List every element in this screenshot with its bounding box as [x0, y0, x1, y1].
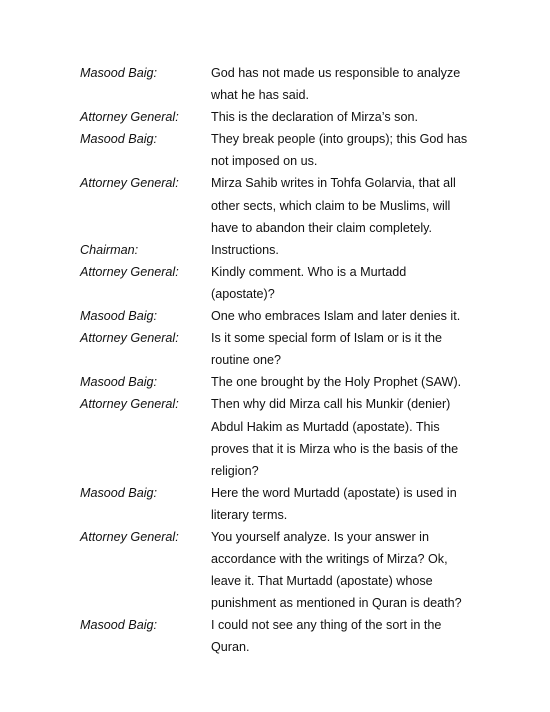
speech-text: [211, 327, 480, 371]
transcript-entry: [80, 371, 480, 393]
speech-line: leave it. That Murtadd (apostate) whose: [211, 574, 433, 589]
speech-line: One who embraces Islam and later denies it.: [211, 309, 461, 324]
speaker-name: Masood Baig:: [80, 375, 158, 390]
speech-line: (apostate)?: [211, 286, 275, 301]
speaker-name: Chairman:: [80, 242, 139, 257]
speech-text: [211, 106, 480, 128]
speech-line: other sects, which claim to be Muslims, will: [211, 198, 451, 213]
transcript-entry: [80, 239, 480, 261]
speaker-name: Masood Baig:: [80, 618, 158, 633]
speech-line: accordance with the writings of Mirza? Ok,: [211, 552, 448, 567]
transcript-entry: [80, 526, 480, 614]
speech-line: They break people (into groups); this God has: [211, 132, 468, 147]
speech-text: [211, 172, 480, 238]
transcript-entry: [80, 62, 480, 106]
speech-line: have to abandon their claim completely.: [211, 220, 432, 235]
transcript-entry: [80, 106, 480, 128]
speech-text: [211, 371, 480, 393]
speech-line: what he has said.: [211, 88, 310, 103]
speaker-name: Masood Baig:: [80, 132, 158, 147]
speech-line: Is it some special form of Islam or is it the: [211, 331, 442, 346]
transcript: [80, 62, 480, 659]
speech-line: You yourself analyze. Is your answer in: [211, 529, 429, 544]
speaker-name: Masood Baig:: [80, 66, 158, 80]
speaker-name: Masood Baig:: [80, 309, 158, 324]
speech-text: [211, 62, 480, 106]
speech-line: punishment as mentioned in Quran is death?: [211, 596, 462, 611]
speech-line: I could not see any thing of the sort in the: [211, 618, 442, 633]
speech-line: routine one?: [211, 353, 282, 368]
speech-text: [211, 526, 480, 614]
speech-text: [211, 239, 480, 261]
speaker-name: Attorney General:: [80, 397, 179, 412]
speech-line: Then why did Mirza call his Munkir (denier): [211, 397, 451, 412]
speech-text: [211, 305, 480, 327]
speaker-name: Attorney General:: [80, 529, 179, 544]
speaker-name: Attorney General:: [80, 110, 179, 125]
speech-text: [211, 614, 480, 658]
speech-line: literary terms.: [211, 507, 288, 522]
transcript-entry: [80, 327, 480, 371]
speech-line: This is the declaration of Mirza’s son.: [211, 110, 418, 125]
speech-line: The one brought by the Holy Prophet (SAW).: [211, 375, 462, 390]
transcript-entry: [80, 482, 480, 526]
transcript-entry: [80, 393, 480, 481]
speech-line: Here the word Murtadd (apostate) is used in: [211, 485, 457, 500]
speech-text: [211, 261, 480, 305]
speech-line: Mirza Sahib writes in Tohfa Golarvia, that all: [211, 176, 456, 191]
transcript-entry: [80, 305, 480, 327]
speech-line: not imposed on us.: [211, 154, 318, 169]
speech-line: religion?: [211, 463, 259, 478]
speech-line: Abdul Hakim as Murtadd (apostate). This: [211, 419, 440, 434]
speaker-name: Attorney General:: [80, 264, 179, 279]
speech-text: [211, 393, 480, 481]
speech-line: Kindly comment. Who is a Murtadd: [211, 264, 407, 279]
transcript-entry: [80, 172, 480, 238]
speech-line: proves that it is Mirza who is the basis of the: [211, 441, 459, 456]
speech-text: [211, 482, 480, 526]
speaker-name: Attorney General:: [80, 331, 179, 346]
speech-line: Quran.: [211, 640, 250, 655]
speech-line: Instructions.: [211, 242, 279, 257]
speaker-name: Masood Baig:: [80, 485, 158, 500]
transcript-entry: [80, 261, 480, 305]
speech-text: [211, 128, 480, 172]
transcript-entry: [80, 128, 480, 172]
speaker-name: Attorney General:: [80, 176, 179, 191]
speech-line: God has not made us responsible to analyze: [211, 66, 461, 80]
transcript-entry: [80, 614, 480, 658]
